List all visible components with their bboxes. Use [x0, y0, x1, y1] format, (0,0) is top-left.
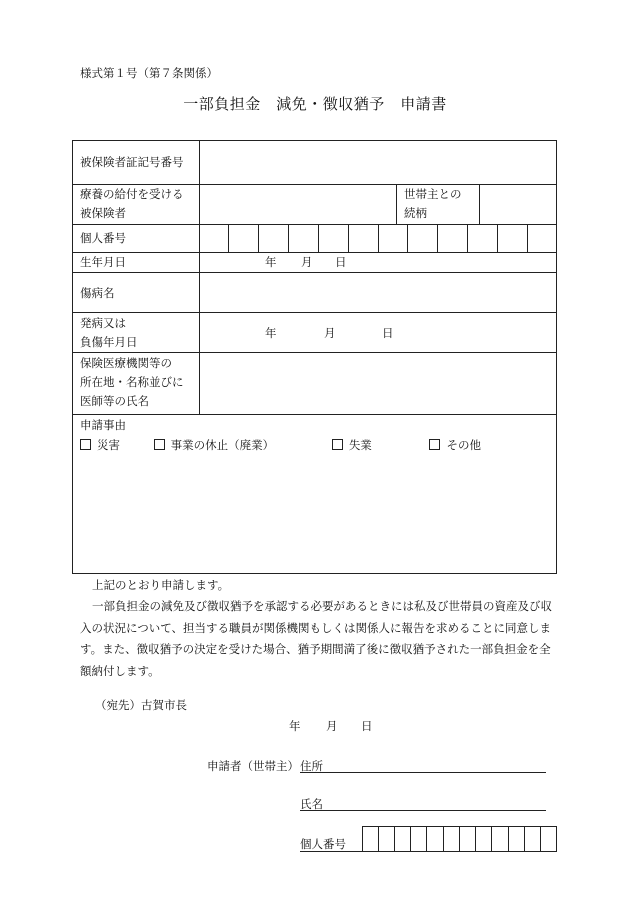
- addressee: （宛先）古賀市長: [95, 698, 187, 712]
- digit-divider: [394, 827, 395, 851]
- page-title: 一部負担金 減免・徴収猶予 申請書: [183, 95, 447, 113]
- business-closure-checkbox[interactable]: [154, 439, 165, 450]
- digit-divider: [437, 224, 438, 252]
- onset-day: 日: [382, 326, 394, 340]
- date-day: 日: [361, 719, 373, 733]
- digit-divider: [258, 224, 259, 252]
- disaster-checkbox[interactable]: [80, 439, 91, 450]
- digit-divider: [288, 224, 289, 252]
- applicant-individual-number-box[interactable]: [362, 826, 557, 852]
- reason-options: [80, 437, 487, 453]
- birthdate-day: 日: [335, 255, 347, 269]
- row-divider: [73, 352, 556, 353]
- row-divider: [73, 252, 556, 253]
- reason-disaster-label: 災害: [97, 438, 120, 452]
- applicant-individual-number-label: 個人番号: [300, 837, 346, 851]
- unemployment-checkbox[interactable]: [332, 439, 343, 450]
- digit-divider: [508, 827, 509, 851]
- onset-month: 月: [324, 326, 336, 340]
- column-divider: [396, 184, 397, 224]
- reason-business-closure-label: 事業の休止（廃業）: [170, 438, 275, 452]
- insured-label-line1: 療養の給付を受ける: [80, 187, 184, 201]
- row-divider: [73, 414, 556, 415]
- address-input-line[interactable]: [300, 772, 546, 773]
- row-divider: [73, 312, 556, 313]
- row-divider: [73, 224, 556, 225]
- digit-divider: [459, 827, 460, 851]
- digit-divider: [410, 827, 411, 851]
- digit-divider: [378, 224, 379, 252]
- illness-label: 傷病名: [80, 286, 115, 300]
- onset-year: 年: [265, 326, 277, 340]
- statement-line: 上記のとおり申請します。: [92, 578, 230, 592]
- date-year: 年: [289, 719, 301, 733]
- relation-label-line1: 世帯主との: [404, 187, 462, 201]
- digit-divider: [228, 224, 229, 252]
- address-label: 住所: [300, 759, 323, 773]
- individual-number-label: 個人番号: [80, 231, 126, 245]
- reason-label: 申請事由: [80, 418, 126, 432]
- digit-divider: [407, 224, 408, 252]
- name-label: 氏名: [300, 797, 323, 811]
- digit-divider: [527, 224, 528, 252]
- insurance-card-label: 被保険者証記号番号: [80, 155, 184, 169]
- digit-divider: [378, 827, 379, 851]
- digit-divider: [491, 827, 492, 851]
- digit-divider: [475, 827, 476, 851]
- digit-divider: [524, 827, 525, 851]
- date-month: 月: [326, 719, 338, 733]
- digit-divider: [467, 224, 468, 252]
- digit-divider: [443, 827, 444, 851]
- digit-divider: [348, 224, 349, 252]
- digit-divider: [318, 224, 319, 252]
- consent-paragraph: 一部負担金の減免及び徴収猶予を承認する必要があるときには私及び世帯員の資産及び収入の状況について、担当する職員が関係機関もしくは関係人に報告を求めることに同意します。また、徴収猶予の決定を受けた場合、猶予期間満了後に徴収猶予された一部負担金を全額納付します。: [80, 599, 552, 678]
- form-number: 様式第１号（第７条関係）: [80, 66, 218, 80]
- row-divider: [73, 272, 556, 273]
- name-input-line[interactable]: [300, 810, 546, 811]
- digit-divider: [497, 224, 498, 252]
- column-divider: [199, 141, 200, 414]
- digit-divider: [426, 827, 427, 851]
- onset-label-line1: 発病又は: [80, 316, 126, 330]
- digit-divider: [540, 827, 541, 851]
- insured-label-line2: 被保険者: [80, 206, 126, 220]
- individual-number-underline: [300, 851, 362, 852]
- birthdate-month: 月: [301, 255, 313, 269]
- row-divider: [73, 184, 556, 185]
- reason-unemployment-label: 失業: [348, 438, 372, 452]
- relation-label-line2: 続柄: [404, 206, 427, 220]
- birthdate-year: 年: [265, 255, 277, 269]
- application-form-table: [72, 140, 557, 574]
- facility-label-line1: 保険医療機関等の: [80, 356, 172, 370]
- facility-label-line3: 医師等の氏名: [80, 394, 149, 408]
- onset-label-line2: 負傷年月日: [80, 335, 138, 349]
- other-checkbox[interactable]: [429, 439, 440, 450]
- column-divider: [479, 184, 480, 224]
- birthdate-label: 生年月日: [80, 255, 126, 269]
- reason-other-label: その他: [446, 438, 481, 452]
- applicant-label: 申請者（世帯主）: [207, 759, 299, 773]
- facility-label-line2: 所在地・名称並びに: [80, 375, 184, 389]
